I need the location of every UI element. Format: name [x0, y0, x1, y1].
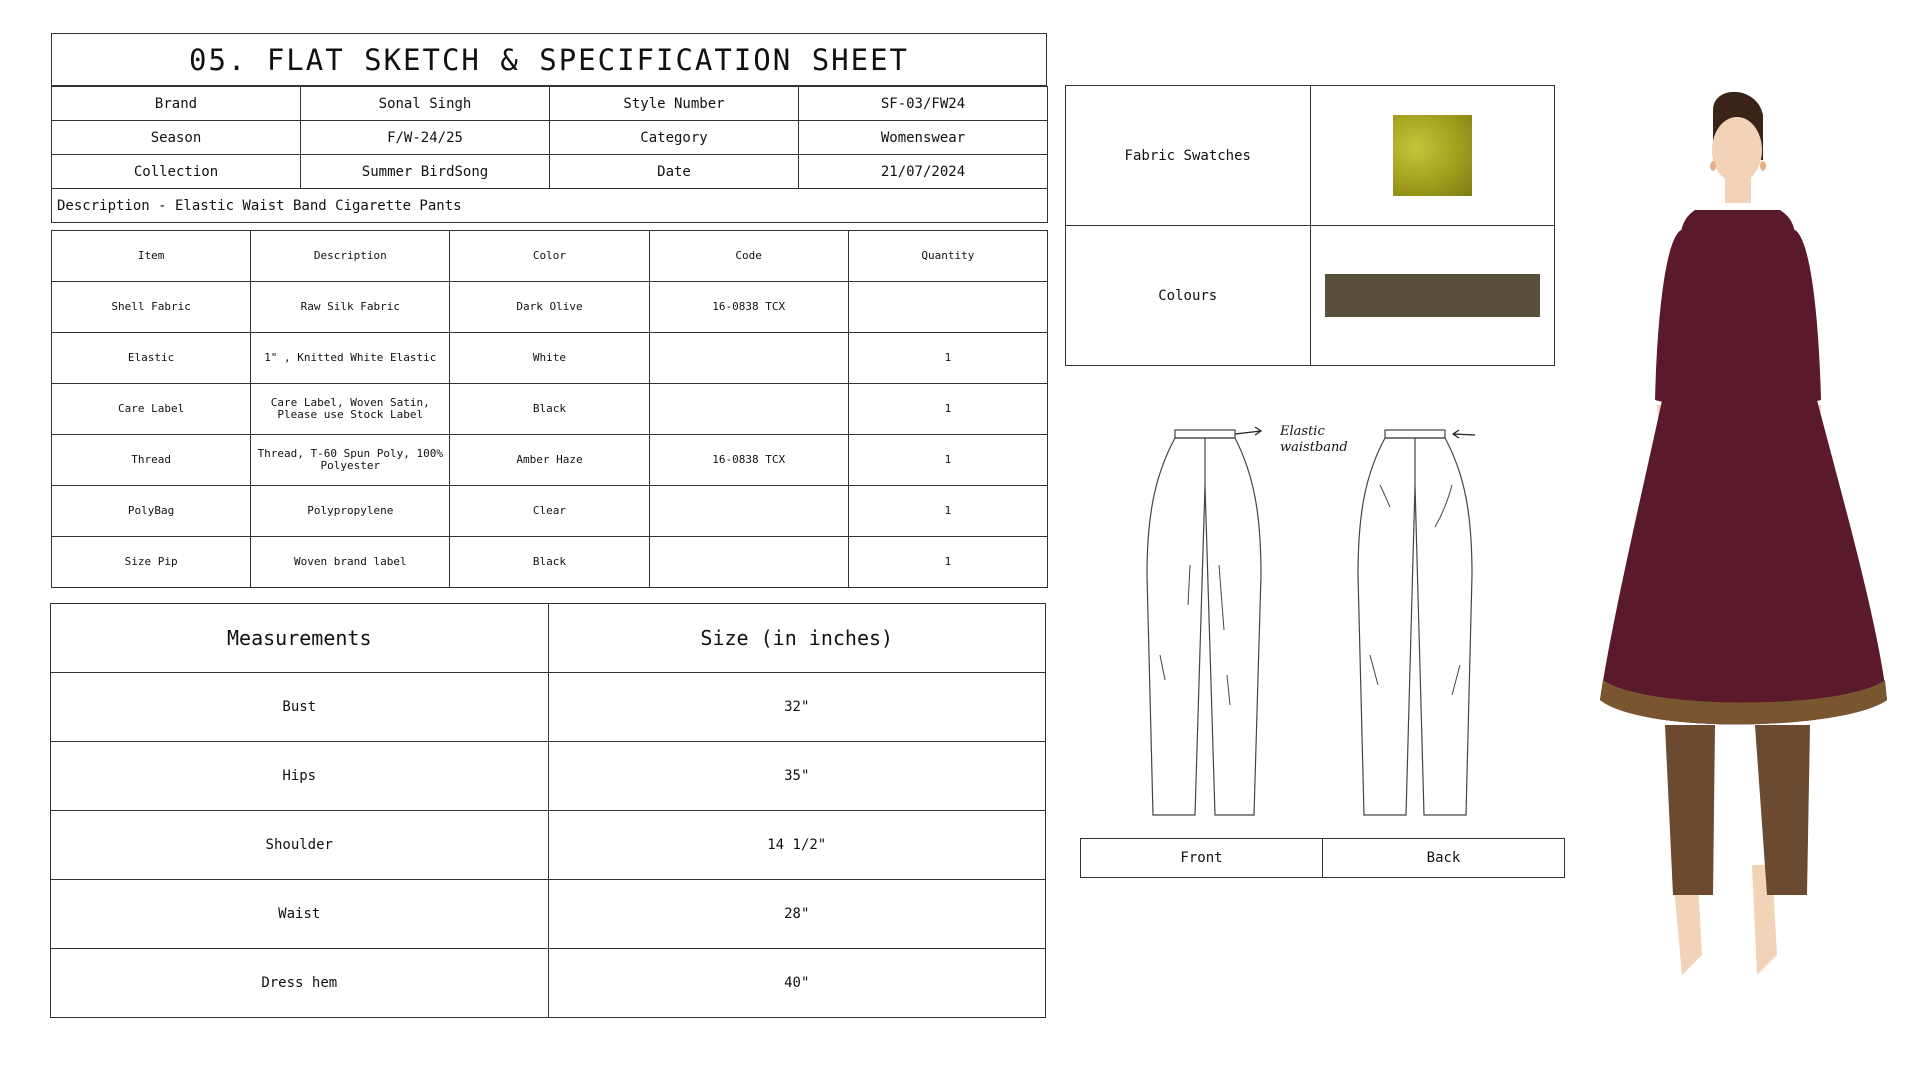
measurement-name: Dress hem — [51, 949, 549, 1018]
table-cell: Dark Olive — [450, 282, 649, 333]
pants — [1665, 725, 1810, 895]
date-label: Date — [550, 155, 799, 189]
collection-value: Summer BirdSong — [301, 155, 550, 189]
back-pants-sketch — [1358, 430, 1472, 815]
table-cell: Care Label — [52, 384, 251, 435]
table-header-row — [52, 231, 1048, 282]
table-cell — [649, 537, 848, 588]
table-row — [51, 673, 1046, 742]
measurement-value: 28" — [548, 880, 1046, 949]
table-cell: 1 — [848, 537, 1047, 588]
table-cell: Size Pip — [52, 537, 251, 588]
brand-value: Sonal Singh — [301, 87, 550, 121]
table-cell: Thread, T-60 Spun Poly, 100% Polyester — [251, 435, 450, 486]
table-cell: Care Label, Woven Satin, Please use Stock Label — [251, 384, 450, 435]
collection-label: Collection — [52, 155, 301, 189]
table-row — [52, 486, 1048, 537]
column-header: Description — [251, 231, 450, 282]
column-header: Size (in inches) — [548, 604, 1046, 673]
fashion-illustration — [1595, 80, 1895, 1000]
table-cell: Amber Haze — [450, 435, 649, 486]
column-header: Color — [450, 231, 649, 282]
fabric-swatches-label: Fabric Swatches — [1066, 86, 1311, 226]
category-label: Category — [550, 121, 799, 155]
date-value: 21/07/2024 — [799, 155, 1048, 189]
table-cell: 1" , Knitted White Elastic — [251, 333, 450, 384]
table-cell: 16-0838 TCX — [649, 282, 848, 333]
style-info-table — [51, 86, 1048, 223]
column-header: Quantity — [848, 231, 1047, 282]
measurements-table — [50, 603, 1046, 1018]
table-cell — [649, 384, 848, 435]
fabric-swatch-cell — [1310, 86, 1555, 226]
back-waistband — [1385, 430, 1445, 438]
front-waistband — [1175, 430, 1235, 438]
table-row — [52, 435, 1048, 486]
table-cell: 1 — [848, 333, 1047, 384]
column-header: Item — [52, 231, 251, 282]
bill-of-materials-table — [51, 230, 1048, 588]
measurement-value: 40" — [548, 949, 1046, 1018]
table-cell: Raw Silk Fabric — [251, 282, 450, 333]
dress-bodice — [1678, 210, 1798, 320]
table-cell: Elastic — [52, 333, 251, 384]
column-header: Measurements — [51, 604, 549, 673]
table-cell: Thread — [52, 435, 251, 486]
measurement-name: Waist — [51, 880, 549, 949]
table-cell: 16-0838 TCX — [649, 435, 848, 486]
table-row — [52, 537, 1048, 588]
table-row — [52, 384, 1048, 435]
front-pants-sketch — [1147, 430, 1261, 815]
page-title: 05. FLAT SKETCH & SPECIFICATION SHEET — [51, 33, 1047, 86]
measurement-name: Shoulder — [51, 811, 549, 880]
colour-cell — [1310, 226, 1555, 366]
style-number-label: Style Number — [550, 87, 799, 121]
column-header: Code — [649, 231, 848, 282]
measurement-value: 14 1/2" — [548, 811, 1046, 880]
annotation-text: waistband — [1280, 440, 1348, 455]
table-row — [51, 880, 1046, 949]
table-header-row — [51, 604, 1046, 673]
table-cell: Polypropylene — [251, 486, 450, 537]
table-row — [51, 949, 1046, 1018]
description: Description - Elastic Waist Band Cigarette Pants — [52, 189, 1048, 223]
category-value: Womenswear — [799, 121, 1048, 155]
annotation-text: Elastic — [1280, 424, 1325, 439]
table-cell: Shell Fabric — [52, 282, 251, 333]
neck — [1725, 175, 1751, 203]
table-cell — [649, 486, 848, 537]
arrow-icon — [1235, 427, 1475, 438]
season-value: F/W-24/25 — [301, 121, 550, 155]
table-cell: Black — [450, 384, 649, 435]
measurement-value: 35" — [548, 742, 1046, 811]
style-number-value: SF-03/FW24 — [799, 87, 1048, 121]
measurement-name: Bust — [51, 673, 549, 742]
table-cell: 1 — [848, 486, 1047, 537]
table-cell — [848, 282, 1047, 333]
table-cell: 1 — [848, 435, 1047, 486]
table-row — [51, 742, 1046, 811]
dress-skirt — [1600, 320, 1887, 724]
front-label: Front — [1081, 839, 1323, 878]
table-cell: Woven brand label — [251, 537, 450, 588]
fabric-colour-table — [1065, 85, 1555, 366]
measurement-value: 32" — [548, 673, 1046, 742]
season-label: Season — [52, 121, 301, 155]
face — [1712, 117, 1762, 183]
colours-label: Colours — [1066, 226, 1311, 366]
model-figure — [1600, 92, 1887, 975]
colour-bar — [1325, 274, 1540, 317]
table-row — [52, 282, 1048, 333]
table-cell: 1 — [848, 384, 1047, 435]
measurement-name: Hips — [51, 742, 549, 811]
sketch-labels-table — [1080, 838, 1565, 878]
table-row — [52, 333, 1048, 384]
back-label: Back — [1323, 839, 1565, 878]
flat-sketch — [1130, 415, 1500, 830]
table-cell: White — [450, 333, 649, 384]
table-cell — [649, 333, 848, 384]
table-cell: Black — [450, 537, 649, 588]
table-cell: PolyBag — [52, 486, 251, 537]
table-cell: Clear — [450, 486, 649, 537]
brand-label: Brand — [52, 87, 301, 121]
fabric-swatch-image — [1393, 115, 1472, 196]
table-row — [51, 811, 1046, 880]
